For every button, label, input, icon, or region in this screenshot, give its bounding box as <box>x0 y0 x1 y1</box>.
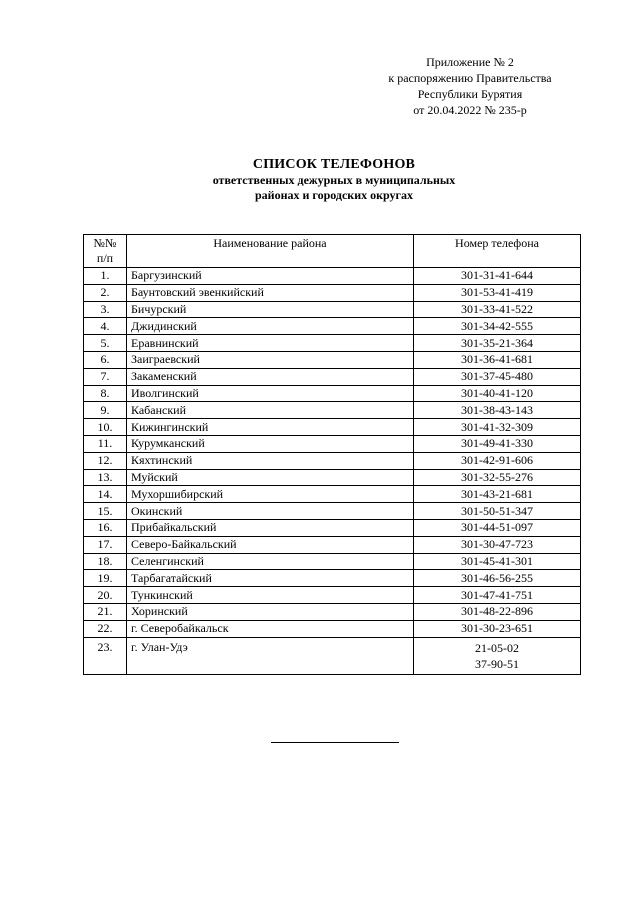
row-name: Бичурский <box>127 301 414 318</box>
table-header-row <box>84 235 581 268</box>
row-num: 4. <box>84 318 127 335</box>
row-name: Баунтовский эвенкийский <box>127 284 414 301</box>
row-name: Кяхтинский <box>127 452 414 469</box>
row-num: 19. <box>84 570 127 587</box>
table-row <box>84 385 581 402</box>
row-num: 18. <box>84 553 127 570</box>
row-name: Тункинский <box>127 587 414 604</box>
row-num: 16. <box>84 519 127 536</box>
row-num: 5. <box>84 335 127 352</box>
row-phone: 301-31-41-644 <box>414 268 581 285</box>
row-phone: 301-48-22-896 <box>414 603 581 620</box>
title-subtitle-line1: ответственных дежурных в муниципальных <box>212 173 456 187</box>
row-phone: 301-46-56-255 <box>414 570 581 587</box>
row-phone-1: 21-05-02 <box>475 640 519 655</box>
table-row <box>84 284 581 301</box>
row-name: Мухоршибирский <box>127 486 414 503</box>
row-name: Иволгинский <box>127 385 414 402</box>
row-phone: 301-38-43-143 <box>414 402 581 419</box>
row-name: Кижингинский <box>127 419 414 436</box>
row-phone: 301-36-41-681 <box>414 351 581 368</box>
table-row <box>84 486 581 503</box>
row-name: Баргузинский <box>127 268 414 285</box>
row-num: 14. <box>84 486 127 503</box>
appendix-line: Приложение № 2 <box>426 55 514 69</box>
row-phone: 301-33-41-522 <box>414 301 581 318</box>
table-row <box>84 570 581 587</box>
table-row <box>84 368 581 385</box>
table-row <box>84 637 581 674</box>
row-phone: 301-35-21-364 <box>414 335 581 352</box>
table-row <box>84 318 581 335</box>
row-phone: 301-50-51-347 <box>414 503 581 520</box>
table-row <box>84 301 581 318</box>
appendix-line: Республики Бурятия <box>417 87 523 101</box>
row-phone: 301-34-42-555 <box>414 318 581 335</box>
table-row <box>84 435 581 452</box>
table-row <box>84 519 581 536</box>
row-name: Кабанский <box>127 402 414 419</box>
row-num: 13. <box>84 469 127 486</box>
table-row <box>84 402 581 419</box>
row-phone <box>414 637 581 674</box>
phones-table <box>83 234 581 675</box>
row-name: Окинский <box>127 503 414 520</box>
table-row <box>84 553 581 570</box>
row-name: Селенгинский <box>127 553 414 570</box>
row-num: 8. <box>84 385 127 402</box>
table-row <box>84 419 581 436</box>
row-num: 2. <box>84 284 127 301</box>
row-phone: 301-42-91-606 <box>414 452 581 469</box>
row-phone: 301-30-47-723 <box>414 536 581 553</box>
header-num-line1: №№ <box>93 236 117 250</box>
row-num: 6. <box>84 351 127 368</box>
table-row <box>84 469 581 486</box>
table-row <box>84 536 581 553</box>
row-name: Муйский <box>127 469 414 486</box>
row-num: 15. <box>84 503 127 520</box>
appendix-line: к распоряжению Правительства <box>388 71 552 85</box>
row-name: г. Улан-Удэ <box>127 637 414 674</box>
row-name: Джидинский <box>127 318 414 335</box>
table-row <box>84 603 581 620</box>
document-title <box>80 156 588 203</box>
row-num: 12. <box>84 452 127 469</box>
row-phone-2: 37-90-51 <box>475 656 519 671</box>
row-num: 21. <box>84 603 127 620</box>
row-num: 22. <box>84 620 127 637</box>
title-main: СПИСОК ТЕЛЕФОНОВ <box>252 157 416 172</box>
row-num: 23. <box>84 637 127 674</box>
row-phone: 301-32-55-276 <box>414 469 581 486</box>
row-num: 17. <box>84 536 127 553</box>
row-num: 10. <box>84 419 127 436</box>
table-row <box>84 587 581 604</box>
row-phone: 301-44-51-097 <box>414 519 581 536</box>
row-name: Северо-Байкальский <box>127 536 414 553</box>
row-name: Еравнинский <box>127 335 414 352</box>
table-row <box>84 335 581 352</box>
row-phone: 301-47-41-751 <box>414 587 581 604</box>
row-name: Заиграевский <box>127 351 414 368</box>
row-num: 3. <box>84 301 127 318</box>
row-phone: 301-41-32-309 <box>414 419 581 436</box>
row-name: Хоринский <box>127 603 414 620</box>
table-row <box>84 503 581 520</box>
row-num: 1. <box>84 268 127 285</box>
table-row <box>84 452 581 469</box>
header-phone: Номер телефона <box>414 235 581 268</box>
row-name: Закаменский <box>127 368 414 385</box>
signature-line <box>271 742 399 743</box>
row-phone: 301-49-41-330 <box>414 435 581 452</box>
row-name: Прибайкальский <box>127 519 414 536</box>
header-name: Наименование района <box>127 235 414 268</box>
row-num: 11. <box>84 435 127 452</box>
appendix-header <box>340 54 600 118</box>
header-num <box>84 235 127 268</box>
row-num: 7. <box>84 368 127 385</box>
table-row <box>84 620 581 637</box>
row-phone: 301-40-41-120 <box>414 385 581 402</box>
table-row <box>84 268 581 285</box>
row-phone: 301-45-41-301 <box>414 553 581 570</box>
title-subtitle-line2: районах и городских округах <box>255 188 413 202</box>
row-name: Тарбагатайский <box>127 570 414 587</box>
row-name: г. Северобайкальск <box>127 620 414 637</box>
appendix-line: от 20.04.2022 № 235-р <box>413 103 527 117</box>
row-num: 9. <box>84 402 127 419</box>
row-phone: 301-43-21-681 <box>414 486 581 503</box>
row-phone: 301-37-45-480 <box>414 368 581 385</box>
row-name: Курумканский <box>127 435 414 452</box>
row-num: 20. <box>84 587 127 604</box>
row-phone: 301-53-41-419 <box>414 284 581 301</box>
header-num-line2: п/п <box>96 251 114 265</box>
table-row <box>84 351 581 368</box>
row-phone: 301-30-23-651 <box>414 620 581 637</box>
